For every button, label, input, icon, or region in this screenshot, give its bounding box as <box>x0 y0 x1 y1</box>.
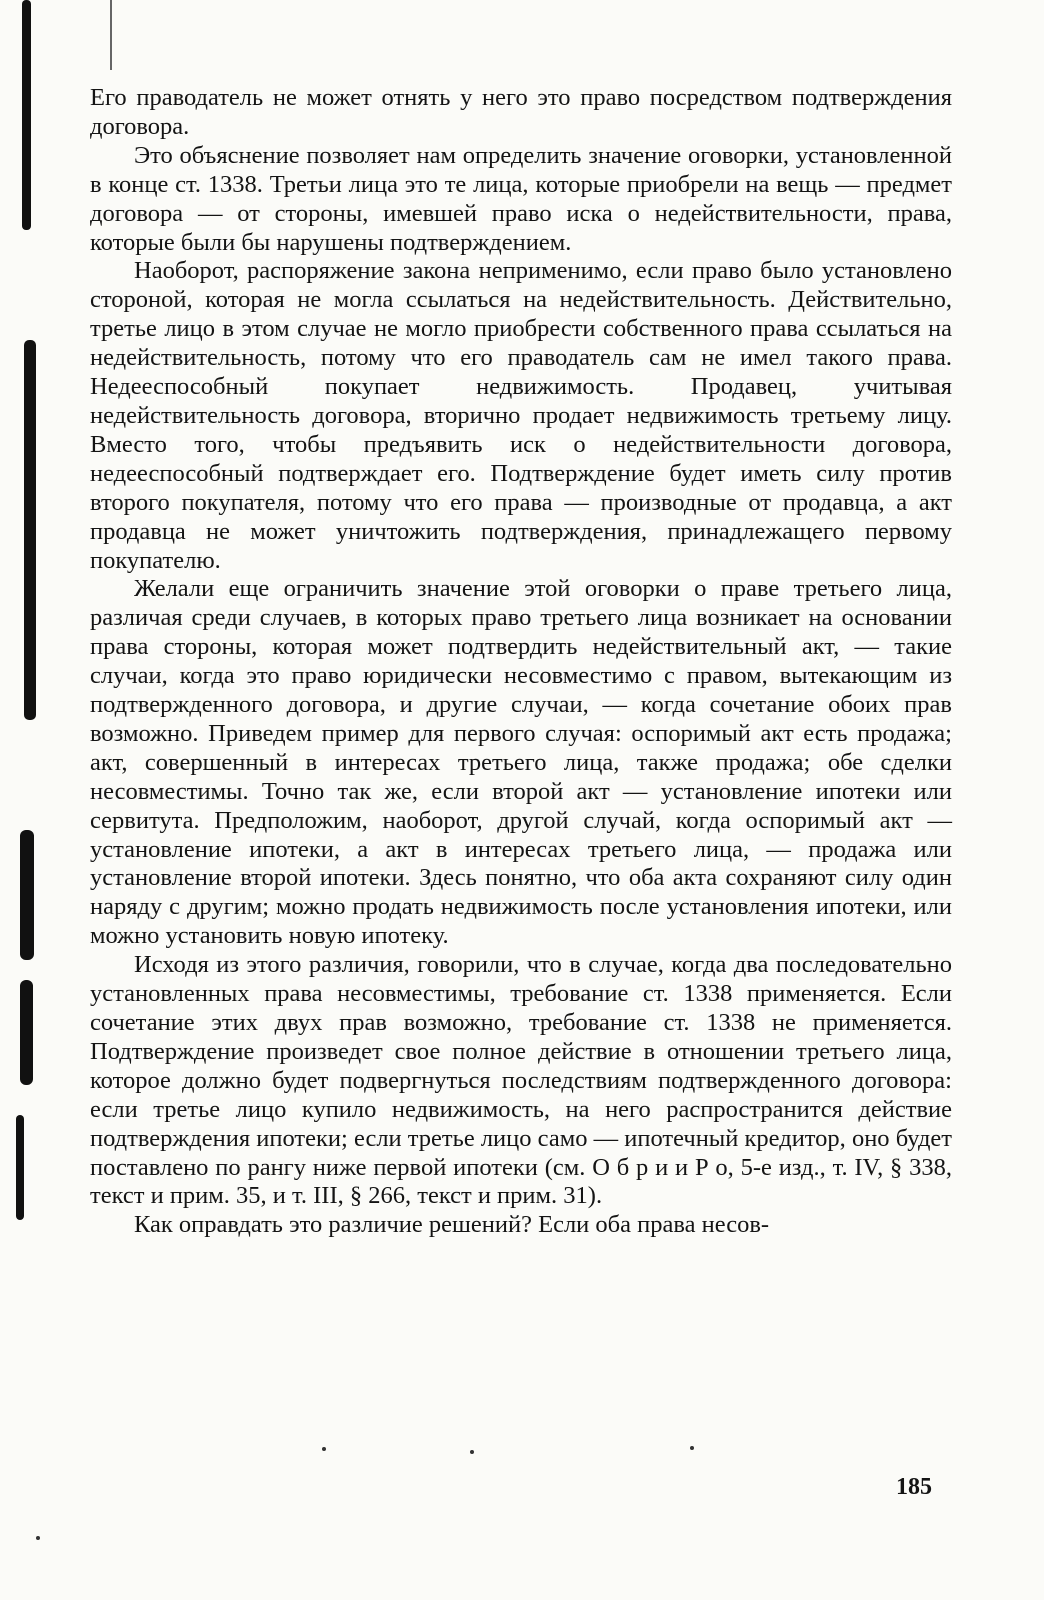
paragraph-6: Как оправдать это различие решений? Если оба права несов- <box>134 1211 770 1239</box>
scan-edge-mark <box>110 0 112 70</box>
scan-edge-mark <box>16 1115 24 1220</box>
paragraph-1: Его праводатель не может отнять у него это право посредством подтверждения договора. <box>90 84 952 140</box>
ink-speck <box>690 1446 694 1450</box>
paragraph-2: Это объяснение позволяет нам определить значение оговорки, установленной в конце ст. 1338. Третьи лица это те лица, которые приобрели на вещь — предмет договора — от стороны, имевшей право иска о недействительности, права, которые были бы нарушены подтверждением. <box>90 141 952 256</box>
scan-edge-mark <box>20 830 34 960</box>
ink-speck <box>36 1536 40 1540</box>
paragraph-4: Желали еще ограничить значение этой оговорки о праве третьего лица, различая среди случаев, в которых право третьего лица возникает на основании права стороны, которая может подтвердить недействительный акт, — такие случаи, когда это право юридически несовместимо с правом, вытекающим из подтвержденного договора, и другие случаи, — когда сочетание обоих прав возможно. Приведем пример для первого случая: оспоримый акт есть продажа; акт, совершенный в интересах третьего лица, также продажа; обе сделки несовместимы. Точно так же, если второй акт — установление ипотеки или сервитута. Предположим, наоборот, другой случай, когда оспоримый акт — установление ипотеки, а акт в интересах третьего лица, — продажа или установление второй ипотеки. Здесь понятно, что оба акта сохраняют силу один наряду с другим; можно продать недвижимость после установления ипотеки, или можно установить новую ипотеку. <box>90 575 952 950</box>
paragraph-3: Наоборот, распоряжение закона неприменимо, если право было установлено стороной, которая не могла ссылаться на недействительность. Действительно, третье лицо в этом случае не могло приобрести собственного права ссылаться на недействительность, потому что его праводатель сам не имел такого права. Недееспособный покупает недвижимость. Продавец, учитывая недействительность договора, вторично продает недвижимость третьему лицу. Вместо того, чтобы предъявить иск о недействительности договора, недееспособный подтверждает его. Подтверждение будет иметь силу против второго покупателя, потому что его права — производные от продавца, а акт продавца не может уничтожить подтверждения, принадлежащего первому покупателю. <box>90 257 952 574</box>
ink-speck <box>470 1450 474 1454</box>
scan-edge-mark <box>24 340 36 720</box>
page-body <box>90 84 952 1240</box>
scan-edge-mark <box>20 980 33 1085</box>
scan-edge-mark <box>22 0 31 230</box>
page-number: 185 <box>896 1474 932 1500</box>
paragraph-5: Исходя из этого различия, говорили, что в случае, когда два последовательно установленных права несовместимы, требование ст. 1338 применяется. Если сочетание этих двух прав возможно, требование ст. 1338 не применяется. Подтверждение произведет свое полное действие в отношении третьего лица, которое должно будет подвергнуться последствиям подтвержденного договора: если третье лицо купило недвижимость, на него распространится действие подтверждения ипотеки; если третье лицо само — ипотечный кредитор, оно будет поставлено по рангу ниже первой ипотеки (см. О б р и и Р о, 5-е изд., т. IV, § 338, текст и прим. 35, и т. III, § 266, текст и прим. 31). <box>90 951 952 1210</box>
ink-speck <box>322 1447 326 1451</box>
